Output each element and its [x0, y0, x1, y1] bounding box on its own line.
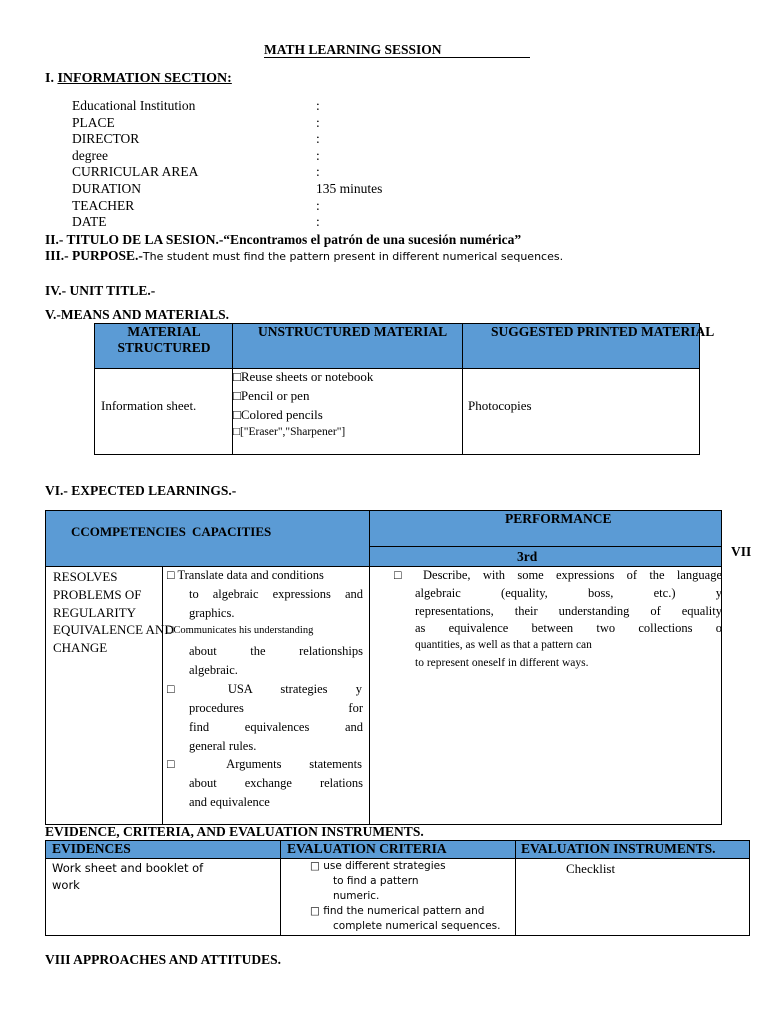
capacity-line: algebraic. — [189, 663, 238, 677]
info-value: : — [316, 147, 320, 163]
capacity-line: to algebraic expressions and — [189, 587, 363, 601]
material-unstructured-item: □Colored pencils — [233, 407, 323, 422]
capacity-line: general rules. — [189, 739, 257, 753]
capacity-line: about the relationships — [189, 644, 363, 658]
material-structured-value: Information sheet. — [101, 398, 197, 413]
unit-title: IV.- UNIT TITLE.- — [45, 283, 156, 298]
section-1-heading: I. INFORMATION SECTION: — [45, 71, 232, 86]
capacity-line: about exchange relations — [189, 776, 363, 790]
evidence-text-line: Work sheet and booklet of — [52, 861, 204, 875]
criteria-line: □ find the numerical pattern and — [310, 905, 485, 917]
criteria-line: □ use different strategies — [310, 860, 446, 872]
capacity-line: □ Translate data and conditions — [167, 568, 324, 582]
criteria-line: complete numerical sequences. — [333, 920, 501, 932]
competency-line: REGULARITY — [53, 604, 137, 620]
competency-line: RESOLVES — [53, 569, 118, 584]
performance-line: representations, their understanding of equality — [415, 603, 722, 618]
materials-header-unstructured-label: UNSTRUCTURED MATERIAL — [258, 324, 448, 339]
performance-line: quantities, as well as that a pattern can — [415, 639, 592, 652]
session-title: II.- TITULO DE LA SESION.-“Encontramos el patrón de una sucesión numérica” — [45, 232, 522, 247]
performance-line: as equivalence between two collections o — [415, 621, 722, 636]
header-performance-label: PERFORMANCE — [505, 511, 612, 526]
side-label-vii: VII — [731, 544, 752, 559]
info-value: 135 minutes — [316, 181, 383, 196]
competency-line: EQUIVALENCE AND — [53, 622, 174, 638]
capacity-line: □ Arguments statements — [167, 757, 362, 771]
means-materials-heading: V.-MEANS AND MATERIALS. — [45, 307, 230, 322]
info-label: Educational Institution — [72, 98, 196, 113]
evidence-text-line: work — [52, 878, 80, 892]
material-unstructured-item: □Pencil or pen — [233, 388, 310, 403]
material-unstructured-item: □["Eraser","Sharpener"] — [233, 426, 346, 438]
evidence-header-criteria-label: EVALUATION CRITERIA — [287, 841, 447, 856]
info-label: CURRICULAR AREA — [72, 164, 199, 180]
evidence-header-evidences-label: EVIDENCES — [52, 841, 131, 856]
expected-learnings-heading: VI.- EXPECTED LEARNINGS.- — [45, 483, 237, 498]
performance-line: □ Describe, with some expressions of the language — [394, 568, 722, 582]
evidence-cell-instruments — [515, 858, 750, 936]
performance-line: algebraic (equality, boss, etc.) y — [415, 585, 722, 600]
competency-line: CHANGE — [53, 640, 108, 656]
info-value: : — [316, 114, 320, 130]
info-label: DATE — [72, 214, 107, 230]
material-unstructured-item: □Reuse sheets or notebook — [233, 369, 374, 384]
materials-header-printed-label: SUGGESTED PRINTED MATERIAL — [491, 324, 715, 339]
capacity-line: □Communicates his understanding — [167, 625, 314, 636]
info-label: DIRECTOR — [72, 131, 140, 147]
evaluation-instrument: Checklist — [566, 861, 616, 876]
capacity-line: procedures for — [189, 701, 363, 715]
criteria-line: to find a pattern — [333, 875, 419, 887]
header-capacities-label: CAPACITIES — [192, 524, 272, 539]
approaches-heading: VIII APPROACHES AND ATTITUDES. — [45, 952, 282, 967]
learnings-header-grade — [369, 546, 722, 567]
capacity-line: find equivalences and — [189, 720, 363, 734]
material-printed-value: Photocopies — [468, 398, 532, 413]
capacity-line: and equivalence — [189, 795, 270, 809]
purpose: III.- PURPOSE.-The student must find the pattern present in different numerical sequences. — [45, 248, 564, 263]
info-value: : — [316, 164, 320, 180]
info-value: : — [316, 131, 320, 147]
performance-line: to represent oneself in different ways. — [415, 657, 589, 669]
evidence-heading: EVIDENCE, CRITERIA, AND EVALUATION INSTRUMENTS. — [45, 824, 424, 839]
title-underline — [264, 57, 530, 58]
info-label: PLACE — [72, 114, 115, 130]
page-title: MATH LEARNING SESSION — [264, 42, 442, 57]
info-value: : — [316, 214, 320, 230]
info-value: : — [316, 98, 320, 113]
info-value: : — [316, 197, 320, 213]
info-label: TEACHER — [72, 197, 135, 213]
competency-line: PROBLEMS OF — [53, 586, 142, 602]
capacity-line: graphics. — [189, 606, 235, 620]
info-label: degree — [72, 147, 108, 163]
capacity-line: □ USA strategies y — [167, 682, 362, 696]
criteria-line: numeric. — [333, 890, 380, 902]
header-competencies-label: CCOMPETENCIES — [71, 524, 186, 539]
materials-header-structured-label: MATERIAL STRUCTURED — [117, 324, 211, 355]
header-grade-label: 3rd — [517, 549, 538, 564]
evidence-header-instruments-label: EVALUATION INSTRUMENTS. — [521, 841, 716, 856]
info-label: DURATION — [72, 181, 141, 196]
